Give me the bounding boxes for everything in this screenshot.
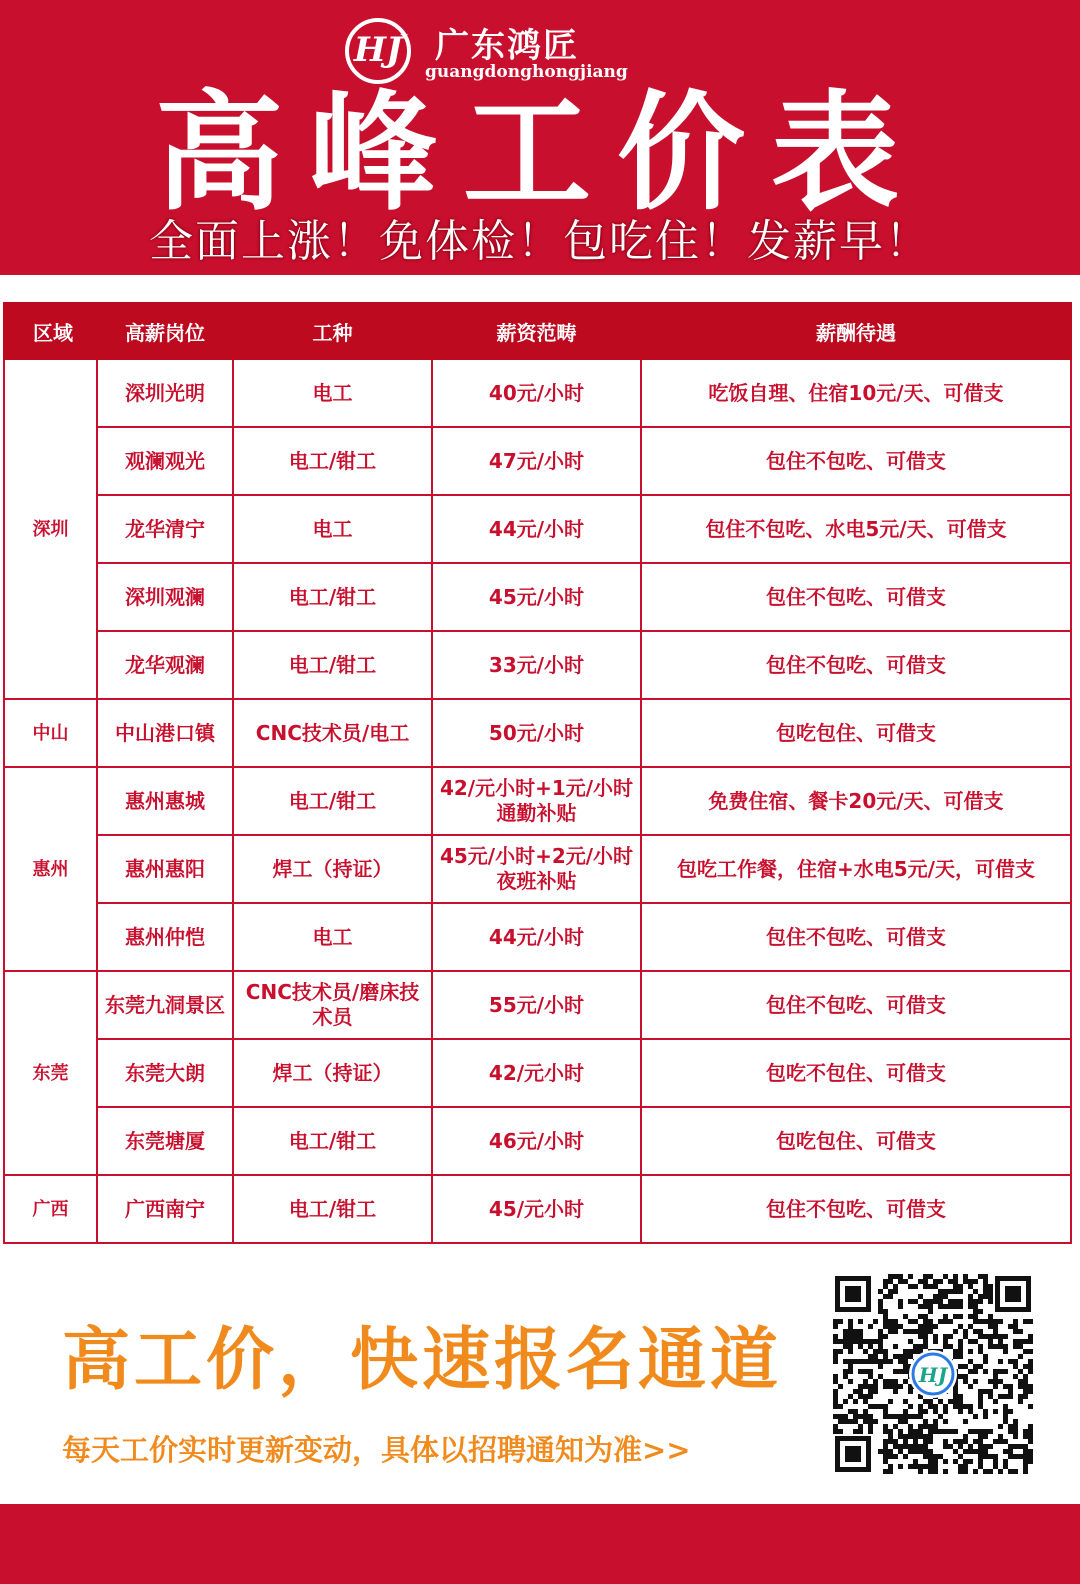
benefits-cell: 包吃包住、可借支 — [641, 1107, 1071, 1175]
qr-code-graphic — [833, 1274, 1033, 1474]
footer-bar — [0, 1504, 1080, 1584]
signup-cta-note: 每天工价实时更新变动，具体以招聘通知为准>> — [62, 1433, 691, 1467]
job-cell: 电工 — [233, 903, 432, 971]
table-row — [4, 903, 1071, 971]
job-cell: CNC技术员/电工 — [233, 699, 432, 767]
benefits-cell: 包住不包吃、可借支 — [641, 631, 1071, 699]
signup-cta-title: 高工价，快速报名通道 — [62, 1320, 783, 1400]
pay-cell: 55元/小时 — [432, 971, 641, 1039]
benefits-cell: 包吃工作餐，住宿+水电5元/天，可借支 — [641, 835, 1071, 903]
benefits-cell: 包住不包吃、可借支 — [641, 427, 1071, 495]
region-cell: 广西 — [4, 1175, 97, 1243]
table-row — [4, 1175, 1071, 1243]
price-table — [3, 302, 1072, 1244]
table-row — [4, 971, 1071, 1039]
pay-cell: 40元/小时 — [432, 359, 641, 427]
position-cell: 东莞大朗 — [97, 1039, 233, 1107]
position-cell: 惠州惠阳 — [97, 835, 233, 903]
table-row — [4, 1039, 1071, 1107]
benefits-cell: 吃饭自理、住宿10元/天、可借支 — [641, 359, 1071, 427]
benefits-cell: 包住不包吃、可借支 — [641, 903, 1071, 971]
benefits-cell: 免费住宿、餐卡20元/天、可借支 — [641, 767, 1071, 835]
header-region: 区域 — [4, 303, 97, 359]
slogan: 全面上涨！免体检！包吃住！发薪早！ — [149, 216, 931, 267]
job-cell: 焊工（持证） — [233, 1039, 432, 1107]
region-cell: 深圳 — [4, 359, 97, 699]
position-cell: 深圳光明 — [97, 359, 233, 427]
benefits-cell: 包住不包吃、可借支 — [641, 1175, 1071, 1243]
brand-name-en: guangdonghongjiang — [425, 62, 628, 82]
position-cell: 惠州惠城 — [97, 767, 233, 835]
position-cell: 深圳观澜 — [97, 563, 233, 631]
benefits-cell: 包住不包吃、可借支 — [641, 971, 1071, 1039]
table-row — [4, 359, 1071, 427]
pay-cell: 42/元小时+1元/小时通勤补贴 — [432, 767, 641, 835]
position-cell: 中山港口镇 — [97, 699, 233, 767]
table-row — [4, 699, 1071, 767]
job-cell: 焊工（持证） — [233, 835, 432, 903]
position-cell: 广西南宁 — [97, 1175, 233, 1243]
brand-name-cn: 广东鸿匠 — [435, 26, 579, 66]
region-cell: 中山 — [4, 699, 97, 767]
job-cell: CNC技术员/磨床技术员 — [233, 971, 432, 1039]
position-cell: 龙华清宁 — [97, 495, 233, 563]
pay-cell: 50元/小时 — [432, 699, 641, 767]
job-cell: 电工/钳工 — [233, 563, 432, 631]
header-benefits: 薪酬待遇 — [641, 303, 1071, 359]
benefits-cell: 包住不包吃、可借支 — [641, 563, 1071, 631]
table-row — [4, 767, 1071, 835]
pay-cell: 44元/小时 — [432, 903, 641, 971]
pay-cell: 45元/小时 — [432, 563, 641, 631]
job-cell: 电工/钳工 — [233, 427, 432, 495]
job-cell: 电工/钳工 — [233, 1175, 432, 1243]
table-row — [4, 563, 1071, 631]
table-row — [4, 835, 1071, 903]
pay-cell: 46元/小时 — [432, 1107, 641, 1175]
region-cell: 东莞 — [4, 971, 97, 1175]
table-row — [4, 1107, 1071, 1175]
svg-text:HJ: HJ — [918, 1363, 948, 1387]
header-banner — [0, 0, 1080, 275]
position-cell: 东莞塘厦 — [97, 1107, 233, 1175]
benefits-cell: 包住不包吃、水电5元/天、可借支 — [641, 495, 1071, 563]
job-cell: 电工/钳工 — [233, 1107, 432, 1175]
job-cell: 电工 — [233, 359, 432, 427]
table-row — [4, 495, 1071, 563]
job-cell: 电工/钳工 — [233, 767, 432, 835]
position-cell: 龙华观澜 — [97, 631, 233, 699]
benefits-cell: 包吃包住、可借支 — [641, 699, 1071, 767]
position-cell: 东莞九洞景区 — [97, 971, 233, 1039]
header-position: 高薪岗位 — [97, 303, 233, 359]
header-pay: 薪资范畴 — [432, 303, 641, 359]
sparkle-icon: ✦ — [398, 28, 409, 42]
pay-cell: 45/元小时 — [432, 1175, 641, 1243]
pay-cell: 44元/小时 — [432, 495, 641, 563]
pay-cell: 42/元小时 — [432, 1039, 641, 1107]
region-cell: 惠州 — [4, 767, 97, 971]
header-job: 工种 — [233, 303, 432, 359]
table-row — [4, 631, 1071, 699]
table-header-row — [4, 303, 1071, 359]
logo-badge-icon: HJ ✦ — [345, 18, 411, 84]
position-cell: 惠州仲恺 — [97, 903, 233, 971]
pay-cell: 33元/小时 — [432, 631, 641, 699]
position-cell: 观澜观光 — [97, 427, 233, 495]
pay-cell: 47元/小时 — [432, 427, 641, 495]
job-cell: 电工 — [233, 495, 432, 563]
job-cell: 电工/钳工 — [233, 631, 432, 699]
page-title: 高峰工价表 — [154, 78, 925, 228]
pay-cell: 45元/小时+2元/小时夜班补贴 — [432, 835, 641, 903]
table-row — [4, 427, 1071, 495]
benefits-cell: 包吃不包住、可借支 — [641, 1039, 1071, 1107]
qr-code-icon[interactable] — [833, 1274, 1033, 1474]
